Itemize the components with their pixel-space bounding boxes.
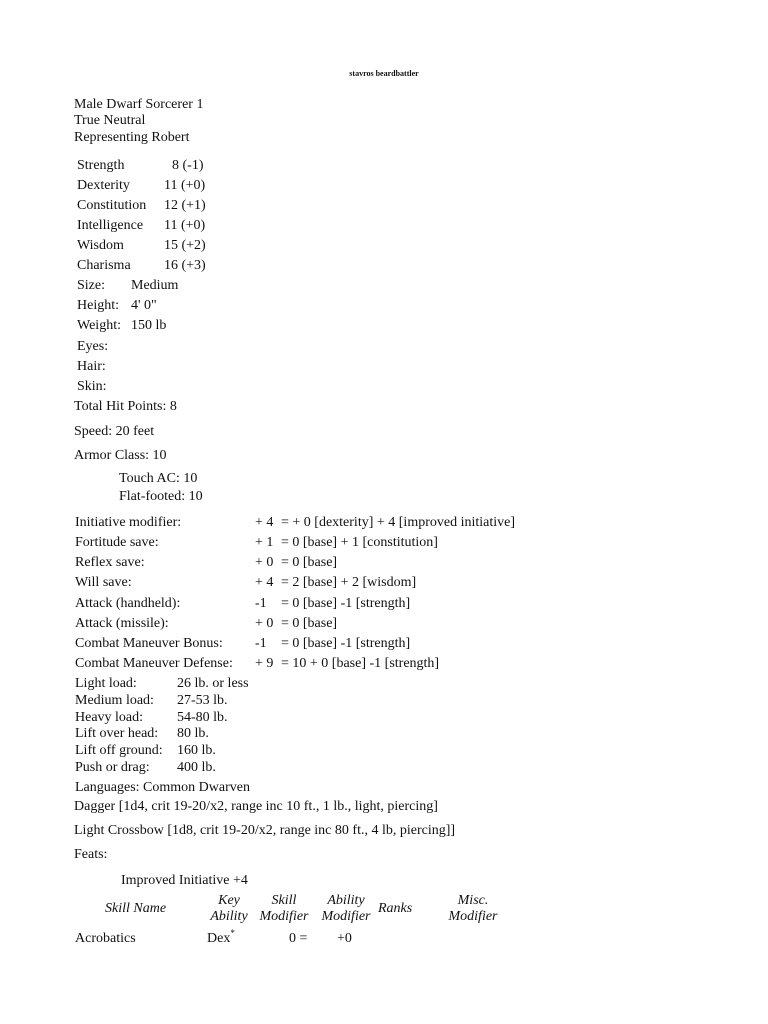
- ability-name: Constitution: [77, 198, 147, 213]
- weapon-dagger: Dagger [1d4, crit 19-20/x2, range inc 10 ft., 1 lb., light, piercing]: [74, 799, 438, 814]
- ability-name: Dexterity: [77, 178, 130, 193]
- combat-label: Combat Maneuver Bonus:: [75, 636, 223, 651]
- load-label: Lift over head:: [75, 726, 159, 741]
- load-value: 54-80 lb.: [177, 710, 228, 725]
- combat-label: Attack (handheld):: [75, 596, 181, 611]
- combat-value: -1: [255, 596, 267, 611]
- untrained-mark: *: [230, 928, 235, 938]
- ability-score: 8 (-1): [172, 158, 204, 173]
- armor-class: Armor Class: 10: [74, 448, 167, 463]
- header-misc-modifier: [440, 893, 506, 925]
- load-value: 80 lb.: [177, 726, 209, 741]
- combat-value: + 0: [255, 616, 274, 631]
- speed: Speed: 20 feet: [74, 424, 155, 439]
- load-value: 160 lb.: [177, 743, 216, 758]
- ability-score: 16 (+3): [164, 258, 206, 273]
- header-skill-name: Skill Name: [105, 901, 167, 916]
- load-value: 400 lb.: [177, 760, 216, 775]
- trait-label: Hair:: [77, 359, 106, 374]
- combat-label: Reflex save:: [75, 555, 145, 570]
- header-key-ability: [204, 893, 254, 925]
- trait-label: Size:: [77, 278, 105, 293]
- combat-formula: = 0 [base]: [281, 616, 338, 631]
- header-line: Modifier: [321, 909, 371, 924]
- player-name: Representing Robert: [74, 130, 190, 145]
- combat-label: Initiative modifier:: [75, 515, 182, 530]
- header-line: Key: [218, 893, 240, 908]
- feats-label: Feats:: [74, 847, 108, 862]
- alignment: True Neutral: [74, 113, 146, 128]
- load-value: 26 lb. or less: [177, 676, 249, 691]
- ability-name: Intelligence: [77, 218, 144, 233]
- header-line: Modifier: [259, 909, 309, 924]
- combat-value: + 1: [255, 535, 274, 550]
- trait-label: Height:: [77, 298, 119, 313]
- skill-modifier: 0 =: [289, 931, 308, 946]
- load-label: Light load:: [75, 676, 137, 691]
- combat-label: Attack (missile):: [75, 616, 169, 631]
- ability-modifier: +0: [337, 931, 352, 946]
- feat-item: Improved Initiative +4: [121, 873, 248, 888]
- combat-value: + 9: [255, 656, 274, 671]
- ability-score: 12 (+1): [164, 198, 206, 213]
- trait-value: 4' 0": [131, 298, 157, 313]
- weapon-light-crossbow: Light Crossbow [1d8, crit 19-20/x2, range inc 80 ft., 4 lb, piercing]]: [74, 823, 456, 838]
- load-label: Lift off ground:: [75, 743, 163, 758]
- header-line: Misc.: [457, 893, 489, 908]
- ability-name: Charisma: [77, 258, 131, 273]
- ability-score: 11 (+0): [164, 218, 206, 233]
- combat-value: + 0: [255, 555, 274, 570]
- load-label: Heavy load:: [75, 710, 144, 725]
- languages: Languages: Common Dwarven: [75, 780, 250, 795]
- hit-points: Total Hit Points: 8: [74, 399, 177, 414]
- skill-name: Acrobatics: [75, 931, 136, 946]
- load-label: Medium load:: [75, 693, 154, 708]
- combat-formula: = 0 [base] -1 [strength]: [281, 596, 411, 611]
- document-title: stavros beardbattler: [349, 69, 419, 78]
- combat-formula: = 0 [base]: [281, 555, 338, 570]
- combat-formula: = 10 + 0 [base] -1 [strength]: [281, 656, 440, 671]
- combat-value: + 4: [255, 575, 274, 590]
- touch-ac: Touch AC: 10: [119, 471, 198, 486]
- combat-label: Will save:: [75, 575, 132, 590]
- header-line: Ability: [210, 909, 248, 924]
- combat-label: Combat Maneuver Defense:: [75, 656, 233, 671]
- header-line: Modifier: [448, 909, 498, 924]
- combat-formula: = 2 [base] + 2 [wisdom]: [281, 575, 417, 590]
- header-ability-modifier: [315, 893, 377, 925]
- trait-label: Skin:: [77, 379, 107, 394]
- load-label: Push or drag:: [75, 760, 150, 775]
- load-value: 27-53 lb.: [177, 693, 228, 708]
- race-class: Male Dwarf Sorcerer 1: [74, 97, 204, 112]
- ability-score: 11 (+0): [164, 178, 206, 193]
- trait-label: Weight:: [77, 318, 121, 333]
- ability-name: Wisdom: [77, 238, 124, 253]
- combat-formula: = 0 [base] + 1 [constitution]: [281, 535, 438, 550]
- combat-label: Fortitude save:: [75, 535, 159, 550]
- ability-score: 15 (+2): [164, 238, 206, 253]
- flat-footed-ac: Flat-footed: 10: [119, 489, 203, 504]
- combat-value: + 4: [255, 515, 274, 530]
- header-skill-modifier: [254, 893, 314, 925]
- skill-key-value: Dex: [207, 931, 231, 946]
- ability-name: Strength: [77, 158, 125, 173]
- header-line: Skill: [271, 893, 297, 908]
- header-ranks: Ranks: [378, 901, 413, 916]
- header-line: Ability: [327, 893, 365, 908]
- trait-label: Eyes:: [77, 339, 109, 354]
- combat-formula: = + 0 [dexterity] + 4 [improved initiative]: [281, 515, 516, 530]
- combat-value: -1: [255, 636, 267, 651]
- skill-key-ability: [207, 928, 235, 946]
- combat-formula: = 0 [base] -1 [strength]: [281, 636, 411, 651]
- trait-value: 150 lb: [131, 318, 167, 333]
- trait-value: Medium: [131, 278, 179, 293]
